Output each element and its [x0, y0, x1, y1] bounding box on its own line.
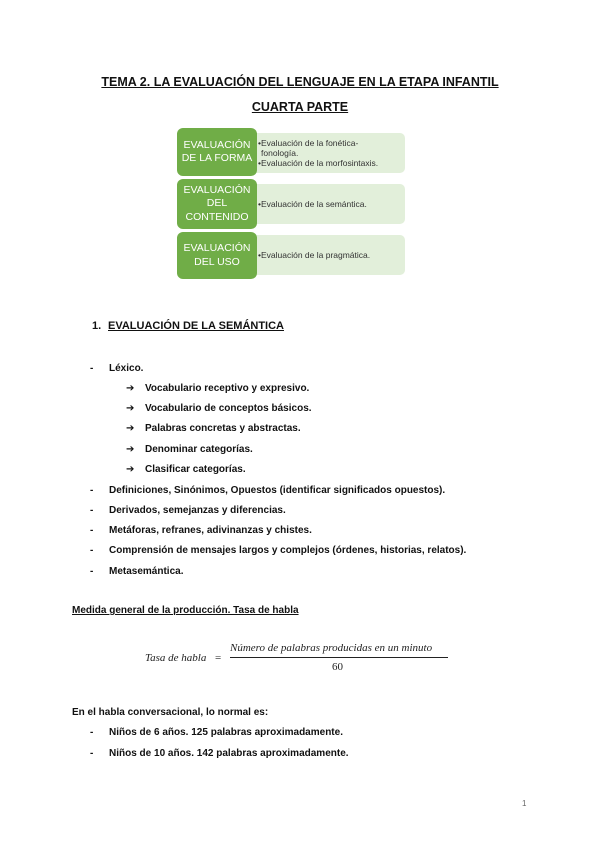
- diagram-box-contenido: [177, 179, 257, 229]
- formula-denominator: 60: [332, 661, 343, 673]
- diagram-box-label: CONTENIDO: [185, 210, 249, 223]
- bullet: -: [90, 485, 94, 496]
- bullet: -: [90, 505, 94, 516]
- list-item-text: Metasemántica.: [109, 566, 184, 577]
- formula-lhs: Tasa de habla: [145, 652, 207, 664]
- diagram-panel-forma: [252, 133, 405, 173]
- diagram-item: fonología.: [261, 147, 299, 158]
- paragraph-intro: En el habla conversacional, lo normal es:: [72, 707, 269, 718]
- bullet: -: [90, 363, 94, 374]
- diagram-box-label: EVALUACIÓN: [183, 138, 251, 151]
- subsection-heading: Medida general de la producción. Tasa de habla: [72, 605, 299, 616]
- section-heading: [92, 320, 284, 332]
- diagram-box-forma: [177, 128, 257, 176]
- list-item-text: Niños de 10 años. 142 palabras aproximadamente.: [109, 748, 349, 759]
- arrow-icon: ➔: [126, 464, 135, 475]
- diagram-item: •Evaluación de la morfosintaxis.: [258, 158, 379, 169]
- page-number: 1: [522, 799, 527, 808]
- diagram-item: •Evaluación de la fonética-: [258, 137, 359, 148]
- diagram-box-label: DEL USO: [194, 255, 240, 268]
- diagram-box-label: DEL: [206, 197, 228, 210]
- sub-list-item-text: Vocabulario receptivo y expresivo.: [145, 383, 310, 394]
- arrow-icon: ➔: [126, 403, 135, 414]
- sub-list-item-text: Clasificar categorías.: [145, 464, 246, 475]
- arrow-icon: ➔: [126, 444, 135, 455]
- diagram-item: •Evaluación de la pragmática.: [258, 249, 371, 260]
- list-item-text: Niños de 6 años. 125 palabras aproximadamente.: [109, 727, 343, 738]
- list-item-text: Metáforas, refranes, adivinanzas y chistes.: [109, 525, 312, 536]
- sub-list-item-text: Vocabulario de conceptos básicos.: [145, 403, 312, 414]
- sub-list-item-text: Denominar categorías.: [145, 444, 253, 455]
- diagram-item: •Evaluación de la semántica.: [258, 198, 367, 209]
- page-title: TEMA 2. LA EVALUACIÓN DEL LENGUAJE EN LA ETAPA INFANTIL: [101, 75, 499, 89]
- diagram-box-label: DE LA FORMA: [181, 152, 253, 164]
- formula-equals: =: [215, 652, 222, 664]
- diagram-box-label: EVALUACIÓN: [183, 184, 251, 197]
- list-item-text: Derivados, semejanzas y diferencias.: [109, 505, 286, 516]
- diagram-box-label: EVALUACIÓN: [183, 242, 251, 255]
- list-item-text: Definiciones, Sinónimos, Opuestos (identificar significados opuestos).: [109, 485, 446, 496]
- list-item-text: Léxico.: [109, 363, 144, 374]
- bullet: -: [90, 566, 94, 577]
- arrow-icon: ➔: [126, 383, 135, 394]
- diagram-panel-contenido: [252, 184, 405, 224]
- section-title: EVALUACIÓN DE LA SEMÁNTICA: [108, 320, 284, 332]
- page-subtitle: CUARTA PARTE: [251, 100, 349, 114]
- bullet: -: [90, 727, 94, 738]
- diagram-box-uso: [177, 232, 257, 279]
- sub-list-item-text: Palabras concretas y abstractas.: [145, 423, 301, 434]
- bullet: -: [90, 545, 94, 556]
- list-item-text: Comprensión de mensajes largos y complejos (órdenes, historias, relatos).: [109, 545, 467, 556]
- fraction-bar: [230, 657, 448, 658]
- section-number: 1.: [92, 320, 102, 332]
- bullet: -: [90, 748, 94, 759]
- diagram-panel-uso: [252, 235, 405, 275]
- arrow-icon: ➔: [126, 423, 135, 434]
- bullet: -: [90, 525, 94, 536]
- formula-numerator: Número de palabras producidas en un minuto: [230, 642, 433, 654]
